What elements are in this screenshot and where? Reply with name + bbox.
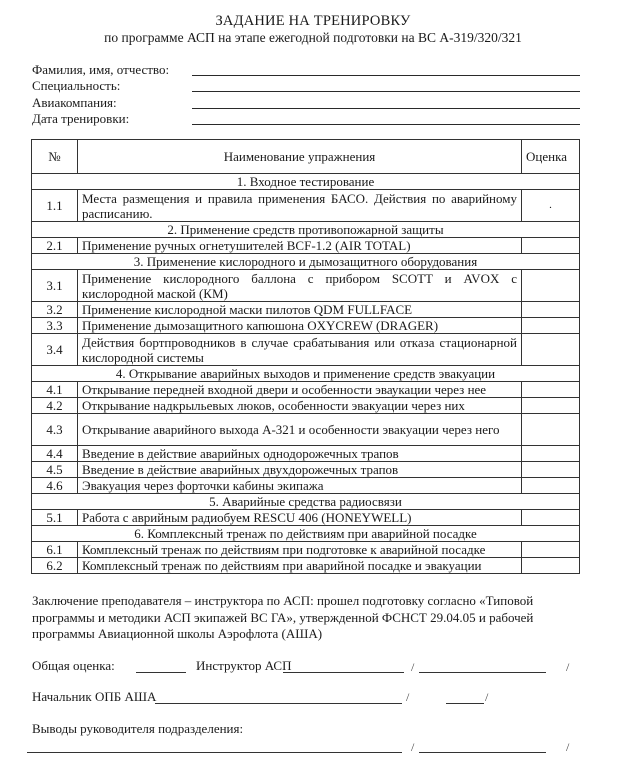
manager-signature-field[interactable]: [419, 752, 546, 753]
full-name-field[interactable]: [192, 75, 580, 76]
specialty-field[interactable]: [192, 91, 580, 92]
airline-field[interactable]: [192, 108, 580, 109]
grade-cell[interactable]: [522, 462, 580, 478]
full-name-label: Фамилия, имя, отчество:: [32, 62, 170, 77]
section-row: [32, 222, 580, 238]
exercise-name: Применение ручных огнетушителей BCF-1.2 (AIR TOTAL): [78, 238, 522, 254]
section-title: 3. Применение кислородного и дымозащитного оборудования: [32, 254, 580, 270]
grade-cell[interactable]: [522, 446, 580, 462]
exercise-number: 3.2: [32, 302, 78, 318]
section-title: 5. Аварийные средства радиосвязи: [32, 494, 580, 510]
table-row: [32, 270, 580, 302]
section-row: [32, 366, 580, 382]
exercise-number: 3.1: [32, 270, 78, 302]
exercise-number: 6.2: [32, 558, 78, 574]
training-date-label: Дата тренировки:: [32, 111, 130, 126]
conclusions-label: Выводы руководителя подразделения:: [32, 721, 244, 736]
instructor-name-field[interactable]: [419, 672, 546, 673]
separator-slash: /: [566, 660, 570, 674]
column-header-number: №: [32, 140, 78, 174]
exercise-name: Действия бортпроводников в случае срабатывания или отказа стационарной кислородной системы: [78, 334, 522, 366]
exercise-name: Введение в действие аварийных однодорожечных трапов: [78, 446, 522, 462]
exercise-name: Эвакуация через форточки кабины экипажа: [78, 478, 522, 494]
overall-grade-field[interactable]: [136, 672, 186, 673]
table-row: [32, 542, 580, 558]
exercise-table: [31, 139, 580, 574]
manager-conclusions-field[interactable]: [27, 752, 402, 753]
chief-label: Начальник ОПБ АША: [32, 689, 157, 704]
exercise-number: 5.1: [32, 510, 78, 526]
grade-cell[interactable]: [522, 510, 580, 526]
section-row: [32, 254, 580, 270]
section-row: [32, 494, 580, 510]
exercise-name: Открывание передней входной двери и особенности эваукации через нее: [78, 382, 522, 398]
exercise-number: 1.1: [32, 190, 78, 222]
separator-slash: /: [411, 740, 415, 754]
exercise-number: 4.1: [32, 382, 78, 398]
exercise-number: 4.2: [32, 398, 78, 414]
grade-cell[interactable]: [522, 382, 580, 398]
table-row: [32, 334, 580, 366]
table-row: [32, 462, 580, 478]
exercise-name: Открывание надкрыльевых люков, особенности эвакуации через них: [78, 398, 522, 414]
chief-date-field[interactable]: [446, 703, 484, 704]
table-row: [32, 398, 580, 414]
section-title: 1. Входное тестирование: [32, 174, 580, 190]
exercise-number: 3.3: [32, 318, 78, 334]
separator-slash: /: [485, 690, 489, 704]
table-row: [32, 558, 580, 574]
table-row: [32, 238, 580, 254]
grade-cell[interactable]: [522, 478, 580, 494]
instructor-conclusion: Заключение преподавателя – инструктора по АСП: прошел подготовку согласно «Типовой программы и методики АСП экипажей ВС ГА», утвержденной ФСНСТ 29.04.05 и рабочей программы Авиационной школы Аэрофлота (АША): [32, 593, 534, 641]
exercise-name: Применение дымозащитного капюшона OXYCREW (DRAGER): [78, 318, 522, 334]
grade-cell[interactable]: [522, 190, 580, 222]
exercise-number: 4.6: [32, 478, 78, 494]
chief-signature-field[interactable]: [155, 703, 402, 704]
grade-cell[interactable]: [522, 334, 580, 366]
grade-value: .: [549, 199, 552, 211]
table-row: [32, 318, 580, 334]
exercise-number: 4.5: [32, 462, 78, 478]
document-title: ЗАДАНИЕ НА ТРЕНИРОВКУ: [215, 13, 411, 29]
airline-label: Авиакомпания:: [32, 95, 117, 110]
section-title: 2. Применение средств противопожарной защиты: [32, 222, 580, 238]
table-row: [32, 478, 580, 494]
exercise-name: Применение кислородной маски пилотов QDM FULLFACE: [78, 302, 522, 318]
exercise-name: Введение в действие аварийных двухдорожечных трапов: [78, 462, 522, 478]
exercise-name: Применение кислородного баллона с прибором SCOTT и AVOX с кислородной маской (КМ): [78, 270, 522, 302]
separator-slash: /: [566, 740, 570, 754]
grade-cell[interactable]: [522, 558, 580, 574]
section-title: 4. Открывание аварийных выходов и применение средств эвакуации: [32, 366, 580, 382]
grade-cell[interactable]: [522, 414, 580, 446]
grade-cell[interactable]: [522, 270, 580, 302]
separator-slash: /: [406, 690, 410, 704]
exercise-number: 4.3: [32, 414, 78, 446]
specialty-label: Специальность:: [32, 78, 121, 93]
overall-grade-label: Общая оценка:: [32, 658, 115, 673]
section-row: [32, 174, 580, 190]
exercise-number: 4.4: [32, 446, 78, 462]
exercise-name: Комплексный тренаж по действиям при подготовке к аварийной посадке: [78, 542, 522, 558]
section-title: 6. Комплексный тренаж по действиям при аварийной посадке: [32, 526, 580, 542]
column-header-exercise: Наименование упражнения: [78, 140, 522, 174]
table-header-row: [32, 140, 580, 174]
grade-cell[interactable]: [522, 302, 580, 318]
column-header-grade: Оценка: [522, 140, 580, 174]
table-row: [32, 302, 580, 318]
table-row: [32, 446, 580, 462]
table-row: [32, 382, 580, 398]
grade-cell[interactable]: [522, 542, 580, 558]
table-row: [32, 190, 580, 222]
table-row: [32, 510, 580, 526]
table-row: [32, 414, 580, 446]
section-row: [32, 526, 580, 542]
exercise-name: Места размещения и правила применения БАСО. Действия по аварийному расписанию.: [78, 190, 522, 222]
exercise-number: 3.4: [32, 334, 78, 366]
exercise-number: 2.1: [32, 238, 78, 254]
grade-cell[interactable]: [522, 238, 580, 254]
instructor-signature-field[interactable]: [283, 672, 404, 673]
training-date-field[interactable]: [192, 124, 580, 125]
separator-slash: /: [411, 660, 415, 674]
grade-cell[interactable]: [522, 398, 580, 414]
document-subtitle: по программе АСП на этапе ежегодной подготовки на ВС А-319/320/321: [104, 30, 522, 45]
exercise-number: 6.1: [32, 542, 78, 558]
grade-cell[interactable]: [522, 318, 580, 334]
instructor-label: Инструктор АСП: [196, 658, 292, 673]
exercise-name: Работа с аврийным радиобуем RESCU 406 (HONEYWELL): [78, 510, 522, 526]
exercise-name: Комплексный тренаж по действиям при аварийной посадке и эвакуации: [78, 558, 522, 574]
exercise-name: Открывание аварийного выхода А-321 и особенности эвакуации через него: [78, 414, 522, 446]
